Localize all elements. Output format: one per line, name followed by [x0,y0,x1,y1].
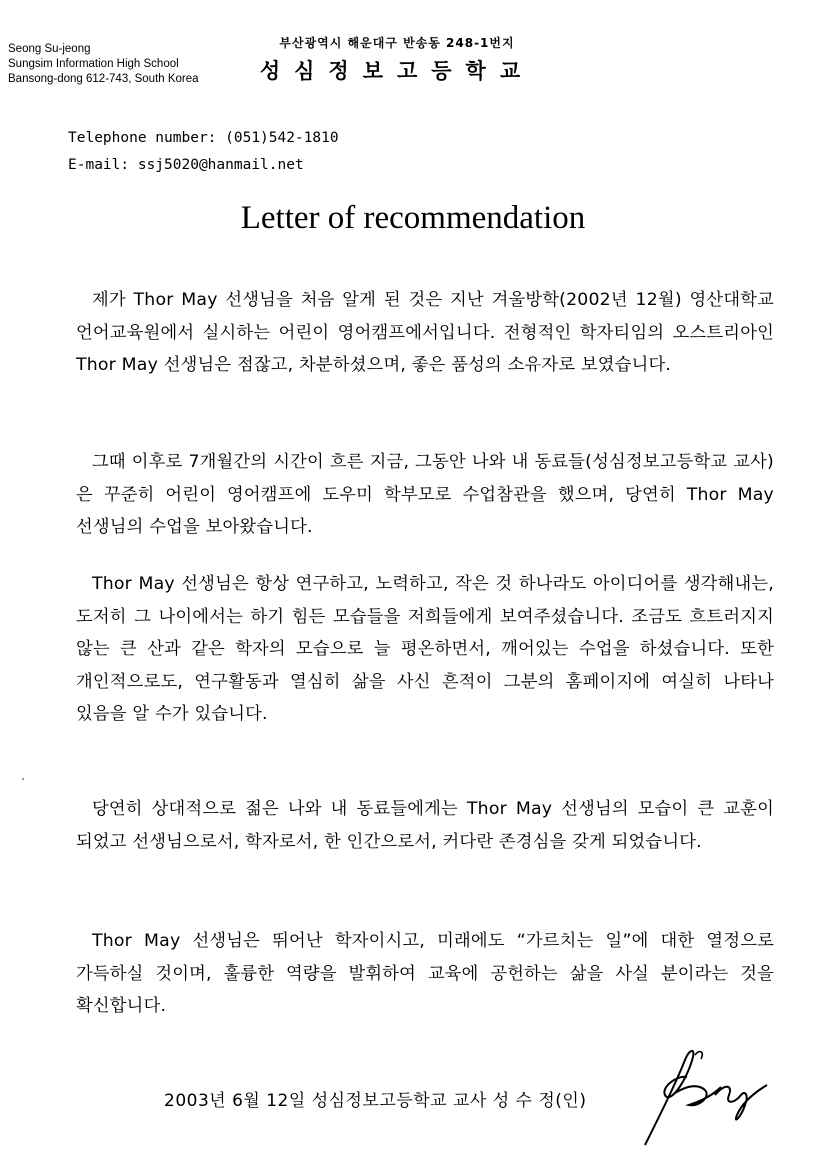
telephone-line: Telephone number: (051)542-1810 [68,130,339,146]
paragraph-2: 그때 이후로 7개월간의 시간이 흐른 지금, 그동안 나와 내 동료들(성심정보고등학교 교사)은 꾸준히 어린이 영어캠프에 도우미 학부모로 수업참관을 했으며, 당연히 Thor May 선생님의 수업을 보아왔습니다. [76,452,774,538]
paragraph-4: 당연히 상대적으로 젊은 나와 내 동료들에게는 Thor May 선생님의 모습이 큰 교훈이 되었고 선생님으로서, 학자로서, 한 인간으로서, 커다란 존경심을 갖게 되었습니다. [76,799,774,852]
scan-speck [22,778,24,780]
email-line: E-mail: ssj5020@hanmail.net [68,157,304,173]
sender-name: Seong Su-jeong [8,43,91,55]
paragraph-1: 제가 Thor May 선생님을 처음 알게 된 것은 지난 겨울방학(2002년 12월) 영산대학교 언어교육원에서 실시하는 어린이 영어캠프에서입니다. 전형적인 학자티임의 오스트리아인 Thor May 선생님은 점잖고, 차분하셨으며, 좋은 품성의 소유자로 보였습니다. [76,290,774,376]
letter-title: Letter of recommendation [240,200,586,236]
sender-school: Sungsim Information High School [8,58,179,70]
paragraph-5: Thor May 선생님은 뛰어난 학자이시고, 미래에도 “가르치는 일”에 대한 열정으로 가득하실 것이며, 훌륭한 역량을 발휘하여 교육에 공헌하는 삶을 사실 분이라는 것을 확신합니다. [76,931,774,1017]
closing-line: 2003년 6월 12일 성심정보고등학교 교사 성 수 정(인) [164,1091,587,1111]
letterhead [232,34,562,85]
signature-icon [615,1035,785,1150]
sender-block [8,42,199,87]
letterhead-address: 부산광역시 해운대구 반송동 248-1번지 [279,36,515,50]
sender-address: Bansong-dong 612-743, South Korea [8,73,199,85]
contact-block [68,125,339,179]
letterhead-school-name: 성심정보고등학교 [259,59,535,83]
paragraph-3: Thor May 선생님은 항상 연구하고, 노력하고, 작은 것 하나라도 아이디어를 생각해내는, 도저히 그 나이에서는 하기 힘든 모습들을 저희들에게 보여주셨습니다. 조금도 흐트러지지 않는 큰 산과 같은 학자의 모습으로 늘 평온하면서, 깨어있는 수업을 하셨습니다. 또한 개인적으로도, 연구활동과 열심히 삶을 사신 흔적이 그분의 홈페이지에 여실히 나타나 있음을 알 수가 있습니다. [76,574,774,725]
